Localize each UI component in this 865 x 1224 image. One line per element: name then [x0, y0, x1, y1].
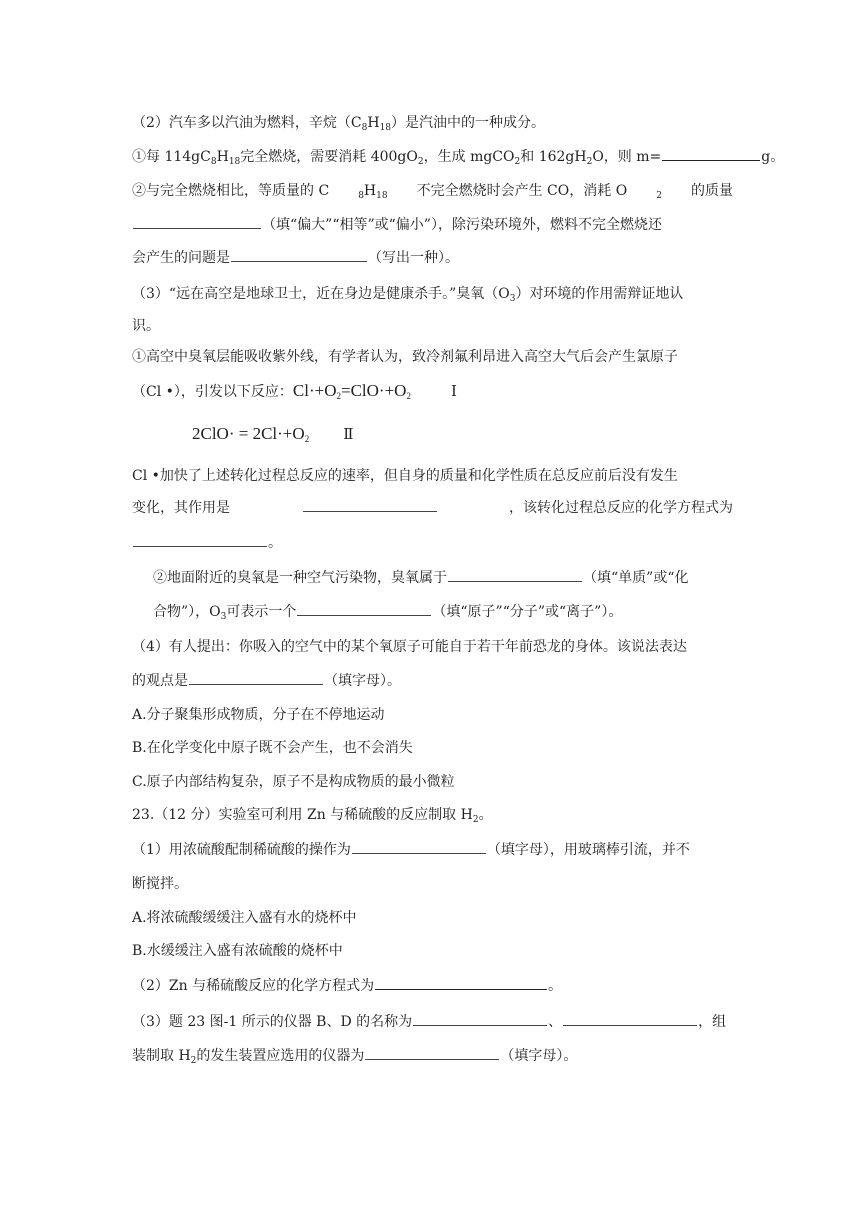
q22-3-item2-cont: 合物”），$O_3$可表示一个 （填“原子”“分子”或“离子”）。: [153, 601, 622, 623]
q23-option-b: B.水缓缓注入盛有浓硫酸的烧杯中: [132, 943, 343, 959]
q22-4-stem: （4）有人提出：你吸入的空气中的某个氧原子可能自于若干年前恐龙的身体。该说法表达: [132, 639, 687, 655]
equation-2-number: Ⅱ: [343, 425, 354, 443]
answer-blank-role[interactable]: [303, 497, 437, 512]
q22-4-option-b: B.在化学变化中原子既不会产生，也不会消失: [132, 740, 413, 756]
answer-blank-apparatus[interactable]: [365, 1045, 499, 1060]
answer-blank-particle[interactable]: [297, 601, 431, 616]
q22-4-option-c: C.原子内部结构复杂，原子不是构成物质的最小微粒: [132, 774, 455, 790]
answer-blank-m[interactable]: [662, 146, 760, 161]
q22-3-item1: ①高空中臭氧层能吸收紫外线，有学者认为，致冷剂氟利昂进入高空大气后会产生氯原子: [132, 349, 678, 365]
answer-blank-instrument-d[interactable]: [563, 1011, 697, 1026]
q23-part1: （1）用浓硫酸配制稀硫酸的操作为 （填字母），用玻璃棒引流，并不: [132, 839, 690, 861]
q22-2-item2-cont: （填“偏大”“相等”或“偏小”），除污染环境外，燃料不完全燃烧还: [132, 214, 662, 236]
answer-blank-instrument-b[interactable]: [413, 1011, 547, 1026]
q23-title: 23.（12 分）实验室可利用 Zn 与稀硫酸的反应制取 $H_2$。: [132, 807, 493, 825]
q22-3-item2: ②地面附近的臭氧是一种空气污染物，臭氧属于 （填“单质”或“化: [153, 567, 688, 589]
answer-blank-substance-type[interactable]: [448, 567, 582, 582]
q23-option-a: A.将浓硫酸缓缓注入盛有水的烧杯中: [132, 910, 357, 926]
equation-2-line: [192, 423, 353, 446]
equation-1: $Cl\cdot+O_2=ClO\cdot+O_2$: [292, 381, 411, 401]
q23-part3: （3）题 23 图-1 所示的仪器 B、D 的名称为 、 ，组: [132, 1011, 726, 1033]
q22-2-intro: （2）汽车多以汽油为燃料，辛烷$(C_8H_{18})$是汽油中的一种成分。: [132, 115, 546, 133]
q22-4-option-a: A.分子聚集形成物质，分子在不停地运动: [132, 707, 385, 723]
q22-3-item1-desc2: 变化，其作用是 ，该转化过程总反应的化学方程式为: [132, 497, 733, 519]
answer-blank-dilution[interactable]: [352, 839, 486, 854]
answer-blank-equation[interactable]: [133, 532, 267, 547]
q22-3-intro: （3）“远在高空是地球卫士，近在身边是健康杀手。”臭氧$(O_3)$对环境的作用需辩证地认: [132, 286, 684, 304]
answer-blank-o2-mass[interactable]: [133, 214, 261, 229]
q22-2-item1: ①每 $114gC_8H_{18}$完全燃烧，需要消耗 $400gO_2$，生成 mgCO$_2$和 $162gH_2O$，则 m= g。: [132, 146, 784, 168]
q22-3-item1-cont: （Cl •），引发以下反应：$Cl\cdot+O_2=ClO\cdot+O_2$ Ⅰ: [132, 381, 457, 401]
q22-2-item2-cont2: 会产生的问题是 （写出一种）。: [132, 247, 459, 269]
q23-part3-cont: 装制取 $H_2$的发生装置应选用的仪器为 （填字母）。: [132, 1045, 577, 1067]
equation-2: $2ClO\cdot = 2Cl\cdot+O_2$: [192, 424, 310, 444]
q23-part1-cont: 断搅拌。: [132, 876, 188, 892]
q22-4-stem-cont: 的观点是 （填字母）。: [132, 670, 401, 692]
q22-3-item1-desc: Cl •加快了上述转化过程总反应的速率，但自身的质量和化学性质在总反应前后没有发生: [132, 468, 678, 484]
q22-3-intro-cont: 识。: [132, 318, 160, 334]
q22-3-item1-desc3: 。: [132, 532, 282, 554]
answer-blank-zn-equation[interactable]: [375, 975, 547, 990]
q23-part2: （2）Zn 与稀硫酸反应的化学方程式为 。: [132, 975, 562, 997]
equation-1-number: Ⅰ: [450, 382, 457, 400]
answer-blank-problem[interactable]: [231, 247, 367, 262]
q22-2-item2: ②与完全燃烧相比，等质量的 C $_8H_{18}$ 不完全燃烧时会产生 CO，消耗 O $_2$ 的质量: [132, 183, 733, 201]
answer-blank-viewpoint[interactable]: [189, 670, 323, 685]
